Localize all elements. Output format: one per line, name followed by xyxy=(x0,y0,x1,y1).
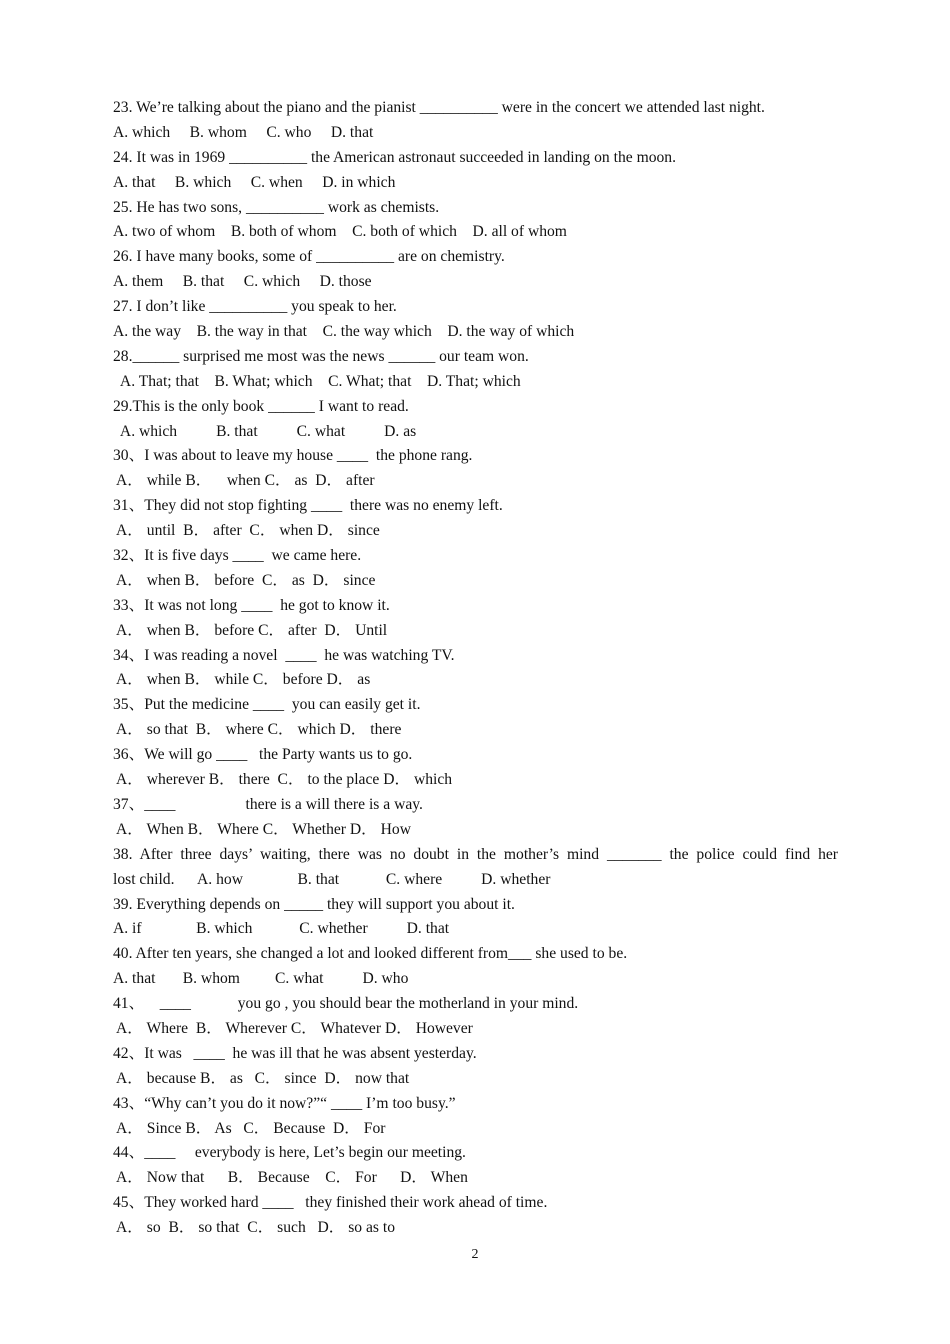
options-30: A． while B． when C． as D． after xyxy=(113,472,375,490)
options-36: A． wherever B． there C． to the place D． which xyxy=(113,771,453,789)
question-33: 33、It was not long ____ he got to know it. xyxy=(113,596,390,614)
options-41: A． Where B． Wherever C． Whatever D． However xyxy=(113,1019,473,1037)
question-32: 32、It is five days ____ we came here. xyxy=(113,547,362,565)
question-38: 38. After three days’ waiting, there was no doubt in the mother’s mind _______ the police could find her xyxy=(113,845,838,863)
question-24: 24. It was in 1969 __________ the American astronaut succeeded in landing on the moon. xyxy=(113,148,676,166)
options-42: A． because B． as C． since D． now that xyxy=(113,1069,410,1087)
question-23: 23. We’re talking about the piano and the pianist __________ were in the concert we attended last night. xyxy=(113,99,765,116)
question-36: 36、We will go ____ the Party wants us to go. xyxy=(113,746,413,764)
page-number: 2 xyxy=(471,1247,479,1262)
options-27: A. the way B. the way in that C. the way which D. the way of which xyxy=(113,323,575,341)
options-23: A. which B. whom C. who D. that xyxy=(113,123,374,141)
options-33: A． when B． before C． after D． Until xyxy=(113,621,388,639)
options-45: A． so B． so that C． such D． so as to xyxy=(113,1219,395,1237)
question-28: 28.______ surprised me most was the news ______ our team won. xyxy=(113,347,529,365)
question-40: 40. After ten years, she changed a lot and looked different from___ she used to be. xyxy=(113,945,628,963)
question-34: 34、I was reading a novel ____ he was watching TV. xyxy=(113,646,455,664)
options-24: A. that B. which C. when D. in which xyxy=(113,173,396,191)
question-35: 35、Put the medicine ____ you can easily get it. xyxy=(113,696,421,714)
question-39: 39. Everything depends on _____ they will support you about it. xyxy=(113,895,515,913)
options-34: A． when B． while C． before D． as xyxy=(113,671,371,689)
options-32: A． when B． before C． as D． since xyxy=(113,571,376,589)
question-29: 29.This is the only book ______ I want to read. xyxy=(113,397,409,415)
question-37: 37、____ there is a will there is a way. xyxy=(113,795,423,813)
options-43: A． Since B． As C． Because D． For xyxy=(113,1119,386,1137)
options-39: A. if B. which C. whether D. that xyxy=(113,920,450,938)
options-31: A． until B． after C． when D． since xyxy=(113,522,380,540)
options-29: A. which B. that C. what D. as xyxy=(113,422,417,440)
options-35: A． so that B． where C． which D． there xyxy=(113,721,402,739)
question-31: 31、They did not stop fighting ____ there was no enemy left. xyxy=(113,497,503,515)
question-41: 41、 ____ you go , you should bear the motherland in your mind. xyxy=(113,995,579,1013)
options-40: A. that B. whom C. what D. who xyxy=(113,970,409,988)
options-28: A. That; that B. What; which C. What; that D. That; which xyxy=(113,372,521,390)
question-25: 25. He has two sons, __________ work as chemists. xyxy=(113,198,440,216)
options-26: A. them B. that C. which D. those xyxy=(113,273,372,291)
question-45: 45、They worked hard ____ they finished their work ahead of time. xyxy=(113,1194,548,1212)
question-42: 42、It was ____ he was ill that he was absent yesterday. xyxy=(113,1044,477,1062)
options-37: A． When B． Where C． Whether D． How xyxy=(113,820,411,838)
options-38: lost child. A. how B. that C. where D. whether xyxy=(113,870,551,888)
question-43: 43、“Why can’t you do it now?”“ ____ I’m too busy.” xyxy=(113,1094,456,1112)
options-25: A. two of whom B. both of whom C. both of which D. all of whom xyxy=(113,223,567,241)
document-body xyxy=(113,96,838,1241)
question-27: 27. I don’t like __________ you speak to her. xyxy=(113,298,397,316)
question-30: 30、I was about to leave my house ____ the phone rang. xyxy=(113,447,473,465)
question-44: 44、____ everybody is here, Let’s begin our meeting. xyxy=(113,1144,466,1162)
question-26: 26. I have many books, some of __________ are on chemistry. xyxy=(113,248,505,266)
options-44: A． Now that B． Because C． For D． When xyxy=(113,1169,468,1187)
